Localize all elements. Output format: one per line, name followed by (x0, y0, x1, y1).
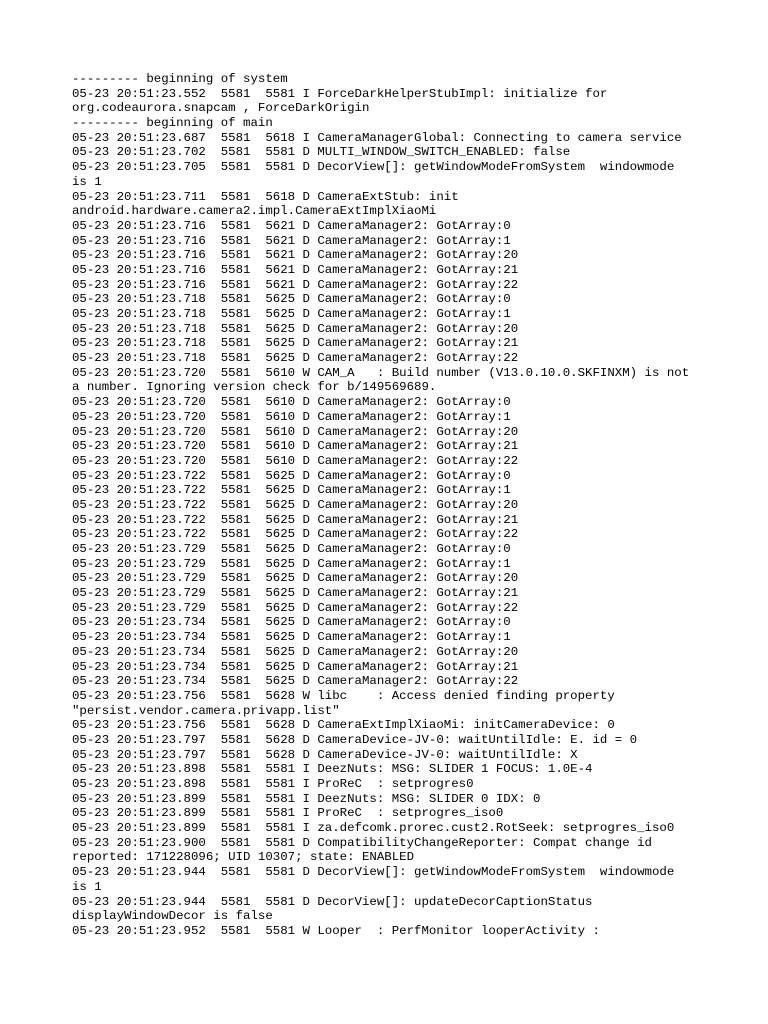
log-line: a number. Ignoring version check for b/149569689. (72, 380, 437, 395)
log-line: 05-23 20:51:23.718 5581 5625 D CameraManager2: GotArray:20 (72, 321, 519, 336)
log-line: 05-23 20:51:23.729 5581 5625 D CameraManager2: GotArray:22 (72, 600, 519, 615)
log-output (72, 72, 712, 939)
log-line: 05-23 20:51:23.722 5581 5625 D CameraManager2: GotArray:20 (72, 497, 519, 512)
log-line: 05-23 20:51:23.944 5581 5581 D DecorView[]: updateDecorCaptionStatus (72, 894, 593, 909)
log-line: 05-23 20:51:23.734 5581 5625 D CameraManager2: GotArray:20 (72, 644, 519, 659)
log-line: 05-23 20:51:23.729 5581 5625 D CameraManager2: GotArray:21 (72, 586, 519, 601)
log-line: displayWindowDecor is false (72, 909, 273, 924)
log-line: 05-23 20:51:23.716 5581 5621 D CameraManager2: GotArray:22 (72, 277, 519, 292)
log-line: 05-23 20:51:23.900 5581 5581 D CompatibilityChangeReporter: Compat change id (72, 835, 652, 850)
log-line: is 1 (72, 879, 102, 894)
log-line: 05-23 20:51:23.718 5581 5625 D CameraManager2: GotArray:22 (72, 351, 519, 366)
log-line: 05-23 20:51:23.705 5581 5581 D DecorView[]: getWindowModeFromSystem windowmode (72, 160, 675, 175)
log-line: 05-23 20:51:23.944 5581 5581 D DecorView[]: getWindowModeFromSystem windowmode (72, 865, 675, 880)
log-line: --------- beginning of system (72, 72, 288, 86)
log-line: 05-23 20:51:23.797 5581 5628 D CameraDevice-JV-0: waitUntilIdle: X (72, 747, 578, 762)
log-line: --------- beginning of main (72, 116, 273, 131)
log-line: 05-23 20:51:23.899 5581 5581 I DeezNuts: MSG: SLIDER 0 IDX: 0 (72, 791, 541, 806)
log-line: 05-23 20:51:23.720 5581 5610 D CameraManager2: GotArray:21 (72, 439, 519, 454)
log-line: 05-23 20:51:23.720 5581 5610 D CameraManager2: GotArray:0 (72, 395, 511, 410)
log-line: 05-23 20:51:23.718 5581 5625 D CameraManager2: GotArray:1 (72, 307, 511, 321)
log-line: 05-23 20:51:23.734 5581 5625 D CameraManager2: GotArray:21 (72, 659, 519, 674)
log-line: 05-23 20:51:23.729 5581 5625 D CameraManager2: GotArray:1 (72, 556, 511, 571)
log-line: 05-23 20:51:23.756 5581 5628 W libc : Access denied finding property (72, 688, 615, 703)
log-line: 05-23 20:51:23.722 5581 5625 D CameraManager2: GotArray:1 (72, 483, 511, 498)
log-line: 05-23 20:51:23.720 5581 5610 D CameraManager2: GotArray:22 (72, 453, 519, 468)
log-line: 05-23 20:51:23.734 5581 5625 D CameraManager2: GotArray:1 (72, 630, 511, 645)
log-line: 05-23 20:51:23.899 5581 5581 I ProReC : setprogres_iso0 (72, 806, 504, 821)
log-line: org.codeaurora.snapcam , ForceDarkOrigin (72, 101, 370, 116)
log-line: 05-23 20:51:23.687 5581 5618 I CameraManagerGlobal: Connecting to camera service (72, 130, 682, 145)
log-line: 05-23 20:51:23.898 5581 5581 I ProReC : setprogres0 (72, 777, 474, 791)
log-line: 05-23 20:51:23.952 5581 5581 W Looper : PerfMonitor looperActivity : (72, 923, 600, 938)
log-line: 05-23 20:51:23.899 5581 5581 I za.defcomk.prorec.cust2.RotSeek: setprogres_iso0 (72, 821, 675, 836)
log-line: 05-23 20:51:23.702 5581 5581 D MULTI_WINDOW_SWITCH_ENABLED: false (72, 145, 571, 160)
log-line: 05-23 20:51:23.756 5581 5628 D CameraExtImplXiaoMi: initCameraDevice: 0 (72, 718, 615, 733)
log-line: 05-23 20:51:23.722 5581 5625 D CameraManager2: GotArray:21 (72, 512, 519, 527)
log-line: "persist.vendor.camera.privapp.list" (72, 703, 340, 718)
log-line: 05-23 20:51:23.720 5581 5610 D CameraManager2: GotArray:20 (72, 424, 519, 439)
log-line: 05-23 20:51:23.552 5581 5581 I ForceDarkHelperStubImpl: initialize for (72, 86, 608, 101)
log-line: 05-23 20:51:23.711 5581 5618 D CameraExtStub: init (72, 189, 459, 204)
log-line: reported: 171228096; UID 10307; state: ENABLED (72, 850, 415, 865)
log-line: 05-23 20:51:23.734 5581 5625 D CameraManager2: GotArray:22 (72, 674, 519, 689)
log-line: 05-23 20:51:23.797 5581 5628 D CameraDevice-JV-0: waitUntilIdle: E. id = 0 (72, 732, 638, 747)
log-line: 05-23 20:51:23.720 5581 5610 D CameraManager2: GotArray:1 (72, 409, 511, 424)
log-line: 05-23 20:51:23.729 5581 5625 D CameraManager2: GotArray:20 (72, 571, 519, 586)
log-line: android.hardware.camera2.impl.CameraExtImplXiaoMi (72, 204, 437, 219)
log-line: 05-23 20:51:23.734 5581 5625 D CameraManager2: GotArray:0 (72, 615, 511, 630)
log-line: 05-23 20:51:23.716 5581 5621 D CameraManager2: GotArray:21 (72, 262, 519, 277)
log-line: 05-23 20:51:23.716 5581 5621 D CameraManager2: GotArray:0 (72, 218, 511, 233)
log-line: 05-23 20:51:23.716 5581 5621 D CameraManager2: GotArray:1 (72, 233, 511, 248)
log-line: 05-23 20:51:23.722 5581 5625 D CameraManager2: GotArray:0 (72, 468, 511, 483)
log-line: 05-23 20:51:23.718 5581 5625 D CameraManager2: GotArray:0 (72, 292, 511, 307)
log-line: 05-23 20:51:23.718 5581 5625 D CameraManager2: GotArray:21 (72, 336, 519, 351)
log-line: is 1 (72, 174, 102, 189)
log-line: 05-23 20:51:23.729 5581 5625 D CameraManager2: GotArray:0 (72, 542, 511, 556)
log-line: 05-23 20:51:23.720 5581 5610 W CAM_A : Build number (V13.0.10.0.SKFINXM) is not (72, 365, 690, 380)
log-line: 05-23 20:51:23.898 5581 5581 I DeezNuts: MSG: SLIDER 1 FOCUS: 1.0E-4 (72, 762, 593, 777)
log-line: 05-23 20:51:23.716 5581 5621 D CameraManager2: GotArray:20 (72, 248, 519, 263)
log-line: 05-23 20:51:23.722 5581 5625 D CameraManager2: GotArray:22 (72, 527, 519, 542)
